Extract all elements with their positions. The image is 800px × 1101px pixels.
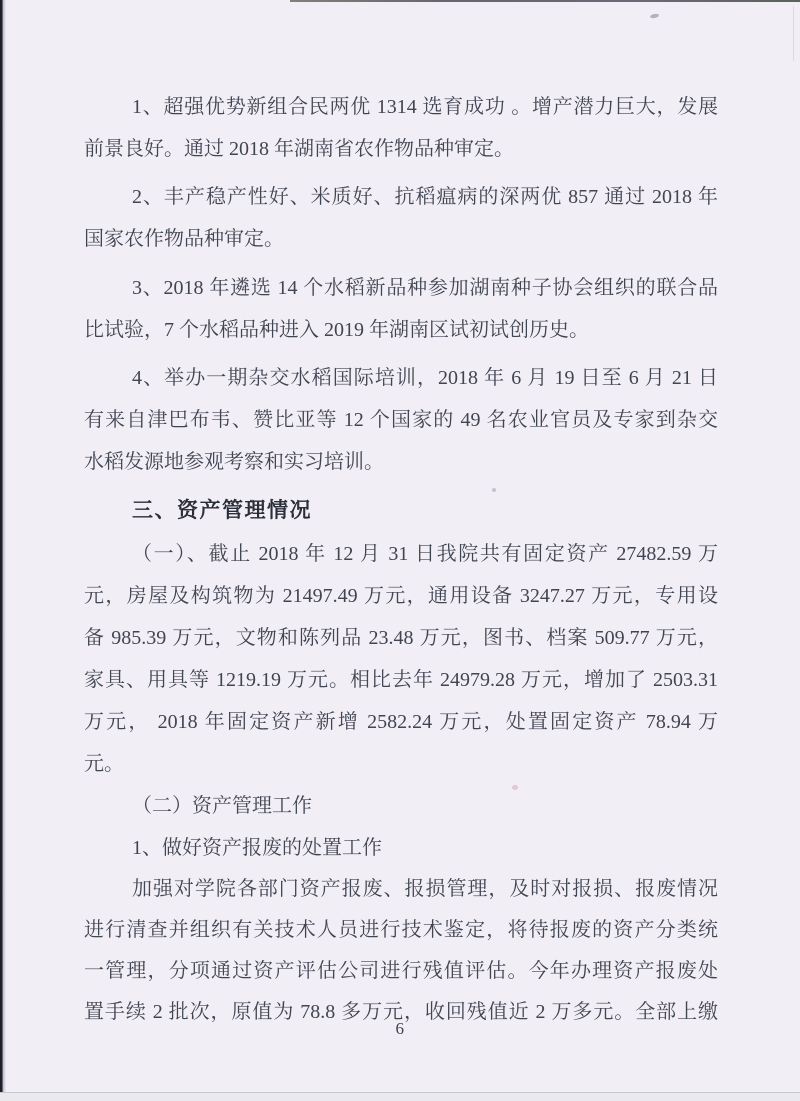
text-line: 元，房屋及构筑物为 21497.49 万元，通用设备 3247.27 万元，专用设 — [84, 585, 718, 607]
scan-edge-bottom — [0, 1092, 800, 1101]
scan-speck — [650, 13, 660, 19]
text-line: 水稻发源地参观考察和实习培训。 — [84, 451, 384, 473]
document-body — [84, 86, 718, 1033]
para-5 — [84, 533, 718, 785]
text-line: 加强对学院各部门资产报废、报损管理，及时对报损、报废情况 — [132, 878, 718, 900]
scan-crease-right — [793, 6, 794, 61]
text-line: 国家农作物品种审定。 — [84, 228, 284, 250]
text-line: （二）资产管理工作 — [132, 795, 312, 817]
scan-edge-top — [290, 0, 800, 2]
text-line: 元。 — [84, 753, 124, 775]
para-7 — [84, 827, 718, 869]
text-line: 有来自津巴布韦、赞比亚等 12 个国家的 49 名农业官员及专家到杂交 — [84, 409, 718, 431]
text-line: 3、2018 年遴选 14 个水稻新品种参加湖南种子协会组织的联合品 — [132, 277, 718, 299]
text-line: 一管理，分项通过资产评估公司进行残值评估。今年办理资产报废处 — [84, 960, 718, 982]
text-line: （一）、截止 2018 年 12 月 31 日我院共有固定资产 27482.59 万 — [132, 543, 718, 565]
text-line: 万元， 2018 年固定资产新增 2582.24 万元，处置固定资产 78.94 万 — [84, 711, 718, 733]
text-line: 三、资产管理情况 — [132, 499, 312, 522]
text-line: 1、超强优势新组合民两优 1314 选育成功 。增产潜力巨大，发展 — [132, 96, 718, 118]
heading-3 — [84, 490, 718, 532]
para-8 — [84, 869, 718, 1033]
text-line: 4、举办一期杂交水稻国际培训，2018 年 6 月 19 日至 6 月 21 日 — [132, 367, 718, 389]
text-line: 备 985.39 万元，文物和陈列品 23.48 万元，图书、档案 509.77 万元， — [84, 627, 718, 649]
text-line: 家具、用具等 1219.19 万元。相比去年 24979.28 万元，增加了 2503.31 — [84, 669, 718, 691]
text-line: 比试验，7 个水稻品种进入 2019 年湖南区试初试创历史。 — [84, 319, 589, 341]
text-line: 2、丰产稳产性好、米质好、抗稻瘟病的深两优 857 通过 2018 年 — [132, 186, 718, 208]
para-1 — [84, 86, 718, 170]
text-line: 置手续 2 批次，原值为 78.8 多万元，收回残值近 2 万多元。全部上缴 — [84, 1001, 718, 1023]
para-6 — [84, 785, 718, 827]
para-4 — [84, 357, 718, 483]
text-line: 进行清查并组织有关技术人员进行技术鉴定，将待报废的资产分类统 — [84, 919, 718, 941]
text-line: 1、做好资产报废的处置工作 — [132, 837, 382, 859]
para-3 — [84, 267, 718, 351]
para-2 — [84, 176, 718, 260]
page-number: 6 — [395, 1019, 405, 1038]
text-line: 前景良好。通过 2018 年湖南省农作物品种审定。 — [84, 138, 514, 160]
scan-edge-left-fade — [3, 0, 6, 1094]
